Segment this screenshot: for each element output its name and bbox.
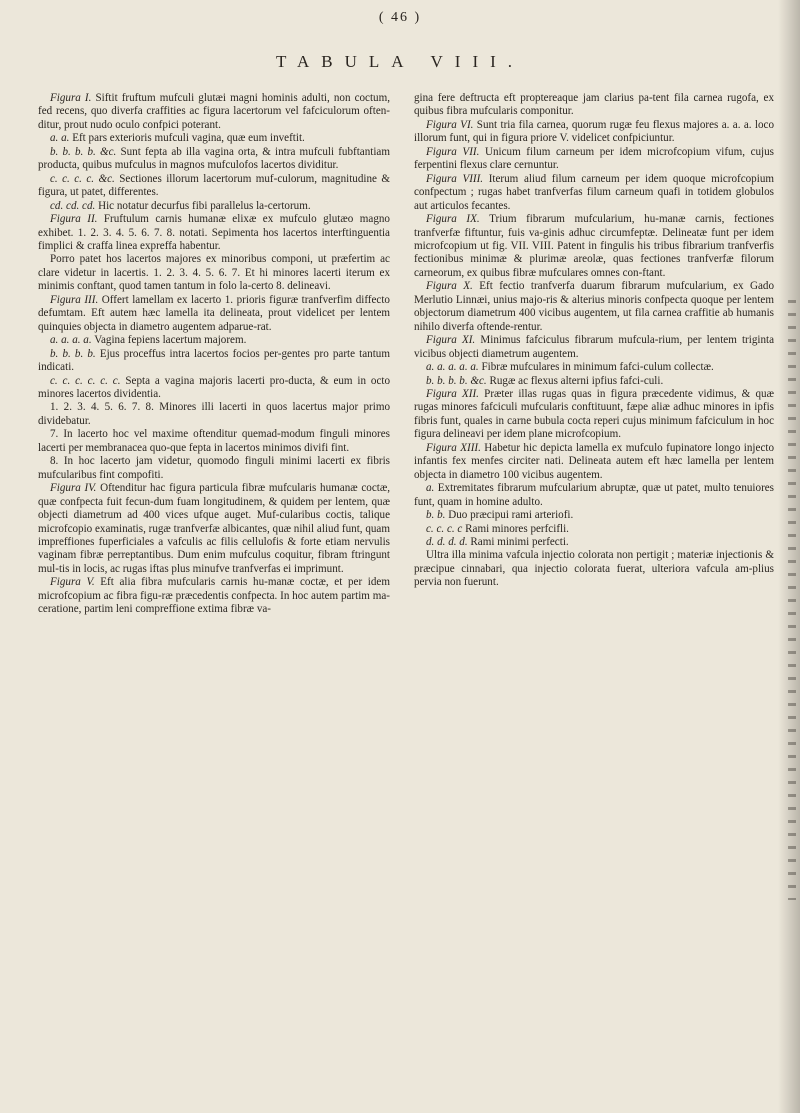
paragraph-text: 7. In lacerto hoc vel maxime oftenditur quemad-modum finguli minores lacerti per membranacea quo-que fepta in lacertos minimos divifi fint.	[38, 428, 390, 454]
paragraph	[414, 523, 774, 536]
paragraph	[414, 280, 774, 334]
paragraph	[38, 455, 390, 482]
paragraph	[38, 482, 390, 576]
paragraph	[414, 361, 774, 374]
paragraph-text: Ejus proceffus intra lacertos focios per-gentes pro parte tantum indicati.	[38, 347, 390, 374]
paragraph	[414, 509, 774, 522]
paragraph	[38, 146, 390, 173]
paragraph	[414, 442, 774, 482]
paragraph-text: Minimus fafciculus fibrarum mufcula-rium, per lentem triginta vicibus objecti diametrum augentem.	[414, 334, 775, 360]
paragraph-text: Præter illas rugas quas in figura præcedente vidimus, & quæ rugas minores fafciculi mufcularis conftituunt, fæpe aliæ adhuc minores in ipfis fibris funt, quales in carne bubula cocta reperi cujus minimum fafciculum in hoc figura delineavi per idem plane microfcopium.	[414, 387, 774, 441]
paragraph-text: Vagina fepiens lacertum majorem.	[94, 334, 247, 347]
paragraph-text: Septa a vagina majoris lacerti pro-ducta, & eum in octo minores lacertos dividentia.	[38, 374, 390, 400]
bleed-through-marks	[788, 300, 796, 900]
paragraph-text: Oftenditur hac figura particula fibræ mufcularis humanæ coctæ, quæ confpecta fuit fecun-dum fuam longitudinem, & quidem per lentem, quæ objecti diametrum ad 400 vices ufque auget. Muf-cularibus coctis, talique microfcopio examinatis, rugæ tranfverfæ albicantes, quæ nihil aliud funt, quam impreffiones fuperficiales a vafculis ac filis cellulofis & forte etiam nervulis vaginam fibræ perreptantibus. Dum enim mufculus coquitur, fibram ftringunt mul-tis in locis, ac rugas iftas plus minufve tranfverfas ei imprimunt.	[38, 482, 391, 575]
paragraph	[414, 92, 774, 119]
figure-label: Figura I.	[50, 92, 92, 104]
paragraph	[414, 388, 774, 442]
paragraph-text: Porro patet hos lacertos majores ex minoribus componi, ut præfertim ac clare videtur in lacertis. 1. 2. 3. 4. 5. 6. 7. Et hi minores lacerti iterum ex minimis conftant, quod tamen tantum in folo la-certo 8. delineavi.	[38, 253, 390, 293]
figure-label: a. a. a. a. a.	[426, 361, 479, 374]
paragraph-text: Duo præcipui rami arteriofi.	[448, 509, 574, 522]
paragraph	[414, 375, 774, 388]
figure-label: c. c. c. c. c. c.	[50, 374, 121, 387]
figure-label: b. b.	[426, 509, 446, 522]
paragraph	[38, 213, 390, 253]
figure-label: Figura IV.	[50, 482, 97, 495]
paragraph-text: Fibræ mufculares in minimum fafci-culum collectæ.	[481, 361, 714, 374]
paragraph	[414, 213, 774, 280]
paragraph-text: Rugæ ac flexus alterni ipfius fafci-culi.	[489, 374, 664, 387]
figure-label: Figura VI.	[426, 118, 474, 131]
figure-label: d. d. d. d.	[426, 535, 468, 548]
paragraph	[414, 146, 774, 173]
figure-label: Figura III.	[50, 293, 99, 306]
figure-label: b. b. b. b. &c.	[426, 374, 487, 387]
paragraph	[38, 92, 390, 132]
paragraph-text: Eft pars exterioris mufculi vagina, quæ eum inveftit.	[72, 132, 305, 145]
paragraph	[38, 132, 390, 145]
page-number: ( 46 )	[378, 10, 422, 25]
paragraph-text: Extremitates fibrarum mufcularium abruptæ, quæ ut patet, multo tenuiores funt, quam in homine adulto.	[414, 482, 774, 508]
figure-label: Figura XIII.	[426, 441, 481, 454]
paragraph-text: Trium fibrarum mufcularium, hu-manæ carnis, fectiones tranfverfæ fiftuntur, fuis va-ginis adhuc circumfeptæ. Delineatæ funt per idem microfcopium ut fig. VII. VIII. Patent in fingulis his tribus fibrarium tranfverfis fectionibus minimæ & plurimæ areolæ, quas fectiones tranfverfæ filorum carneorum, ex quibus fibræ mufculares omnes con-ftant.	[414, 213, 774, 279]
paragraph-text: Ultra illa minima vafcula injectio colorata non pertigit ; materiæ injectionis & præcipue cinnabari, qua injectio colorata fuerat, ulteriora vafcula am-plius pervia non fuerunt.	[414, 549, 774, 589]
figure-label: b. b. b. b.	[50, 347, 96, 360]
paragraph	[414, 549, 774, 589]
paragraph	[38, 401, 390, 428]
figure-label: Figura X.	[426, 280, 473, 293]
paragraph-text: gina fere deftructa eft proptereaque jam clarius pa-tent fila carnea rugofa, ex quibus fibra mufcularis componitur.	[414, 92, 774, 118]
figure-label: a. a. a. a.	[50, 334, 92, 347]
right-text-column	[414, 92, 774, 590]
figure-label: Figura VII.	[426, 145, 480, 158]
paragraph-text: Offert lamellam ex lacerto 1. prioris figuræ tranfverfim diffecto defumtam. Eft autem hæc lamella ita delineata, prout videlicet per lentem quinquies objecta in diametro augentem adparue-rat.	[38, 293, 390, 333]
paragraph-text: Siftit fruftum mufculi glutæi magni hominis adulti, non coctum, fed recens, quo diverfa craffities ac figura lacertorum vel fafciculorum often-ditur, prout nudo oculo confpici poterant.	[38, 92, 390, 131]
paragraph	[414, 119, 774, 146]
paragraph	[414, 482, 774, 509]
figure-label: Figura XII.	[426, 387, 479, 400]
paragraph	[38, 200, 390, 213]
paragraph	[414, 536, 774, 549]
paragraph	[38, 375, 390, 402]
paragraph-text: Habetur hic depicta lamella ex mufculo fupinatore longo injecto infantis fex menfes circiter nati. Delineata autem eft hæc lamella per lentem objecta in diametro 100 vicibus augentem.	[414, 441, 774, 481]
figure-label: Figura II.	[50, 213, 98, 226]
paragraph-text: 8. In hoc lacerto jam videtur, quomodo finguli minimi lacerti ex fibris mufcularibus fint compofiti.	[38, 455, 390, 481]
paragraph-text: Rami minores perfcifli.	[465, 522, 569, 535]
paragraph	[414, 173, 774, 213]
figure-label: Figura IX.	[426, 213, 480, 226]
figure-label: a. a.	[50, 132, 70, 145]
figure-label: a.	[426, 482, 435, 495]
paragraph	[38, 334, 390, 347]
paragraph	[38, 428, 390, 455]
paragraph-text: Eft alia fibra mufcularis carnis hu-manæ coctæ, et per idem microfcopium ac fibra figu-ræ præcedentis confpecta. In hoc autem partim ma-ceratione, partim leni compreffione extima fibræ va-	[38, 576, 390, 616]
paragraph	[38, 294, 390, 334]
figure-label: cd. cd. cd.	[50, 199, 96, 212]
paragraph	[38, 348, 390, 375]
paragraph-text: Sunt tria fila carnea, quorum rugæ feu flexus majores a. a. a. loco illorum funt, qui in figura priore V. videlicet confpiciuntur.	[414, 118, 774, 145]
paragraph	[38, 576, 390, 616]
paragraph	[414, 334, 774, 361]
figure-label: Figura V.	[50, 576, 95, 589]
paragraph-text: Hic notatur decurfus fibi parallelus la-certorum.	[98, 199, 311, 212]
plate-title: TABULA VIII.	[275, 52, 525, 71]
paragraph	[38, 253, 390, 293]
paragraph-text: Sunt fepta ab illa vagina orta, & intra mufculi fubftantiam producta, quibus mufculus in magnos mufculofos lacertos dividitur.	[38, 145, 390, 172]
paragraph-text: 1. 2. 3. 4. 5. 6. 7. 8. Minores illi lacerti in quos lacertus major primo dividebatur.	[38, 401, 390, 427]
figure-label: b. b. b. b. &c.	[50, 145, 117, 158]
figure-label: Figura XI.	[426, 334, 476, 347]
paragraph	[38, 173, 390, 200]
left-text-column	[38, 92, 390, 617]
figure-label: c. c. c. c. &c.	[50, 172, 115, 185]
paragraph-text: Iterum aliud filum carneum per idem quoque microfcopium confpectum ; rugas habet tranfverfas filum carneum quafi in totidem globulos aut articulos fecantes.	[414, 172, 774, 212]
paragraph-text: Eft fectio tranfverfa duarum fibrarum mufcularium, ex Gado Merlutio Linnæi, unius majo-ris & alterius minoris confpecta quoque per lentem objectorum diametrum 400 vicibus augentem, ut fila carnea craffitie ab humanis nihilo diverfa oftende-rentur.	[414, 280, 775, 333]
paragraph-text: Fruftulum carnis humanæ elixæ ex mufculo glutæo magno exhibet. 1. 2. 3. 4. 5. 6. 7. 8. notati. Sepimenta hos lacertos interftinguentia fimplici & craffa linea expreffa habentur.	[38, 213, 390, 252]
figure-label: c. c. c. c	[426, 522, 463, 535]
figure-label: Figura VIII.	[426, 172, 484, 185]
paragraph-text: Rami minimi perfecti.	[470, 535, 569, 548]
paragraph-text: Sectiones illorum lacertorum muf-culorum, magnitudine & figura, ut patet, differentes.	[38, 172, 390, 199]
paragraph-text: Unicum filum carneum per idem microfcopium vifum, cujus ferpentini flexus clare cernuntur.	[414, 145, 775, 172]
